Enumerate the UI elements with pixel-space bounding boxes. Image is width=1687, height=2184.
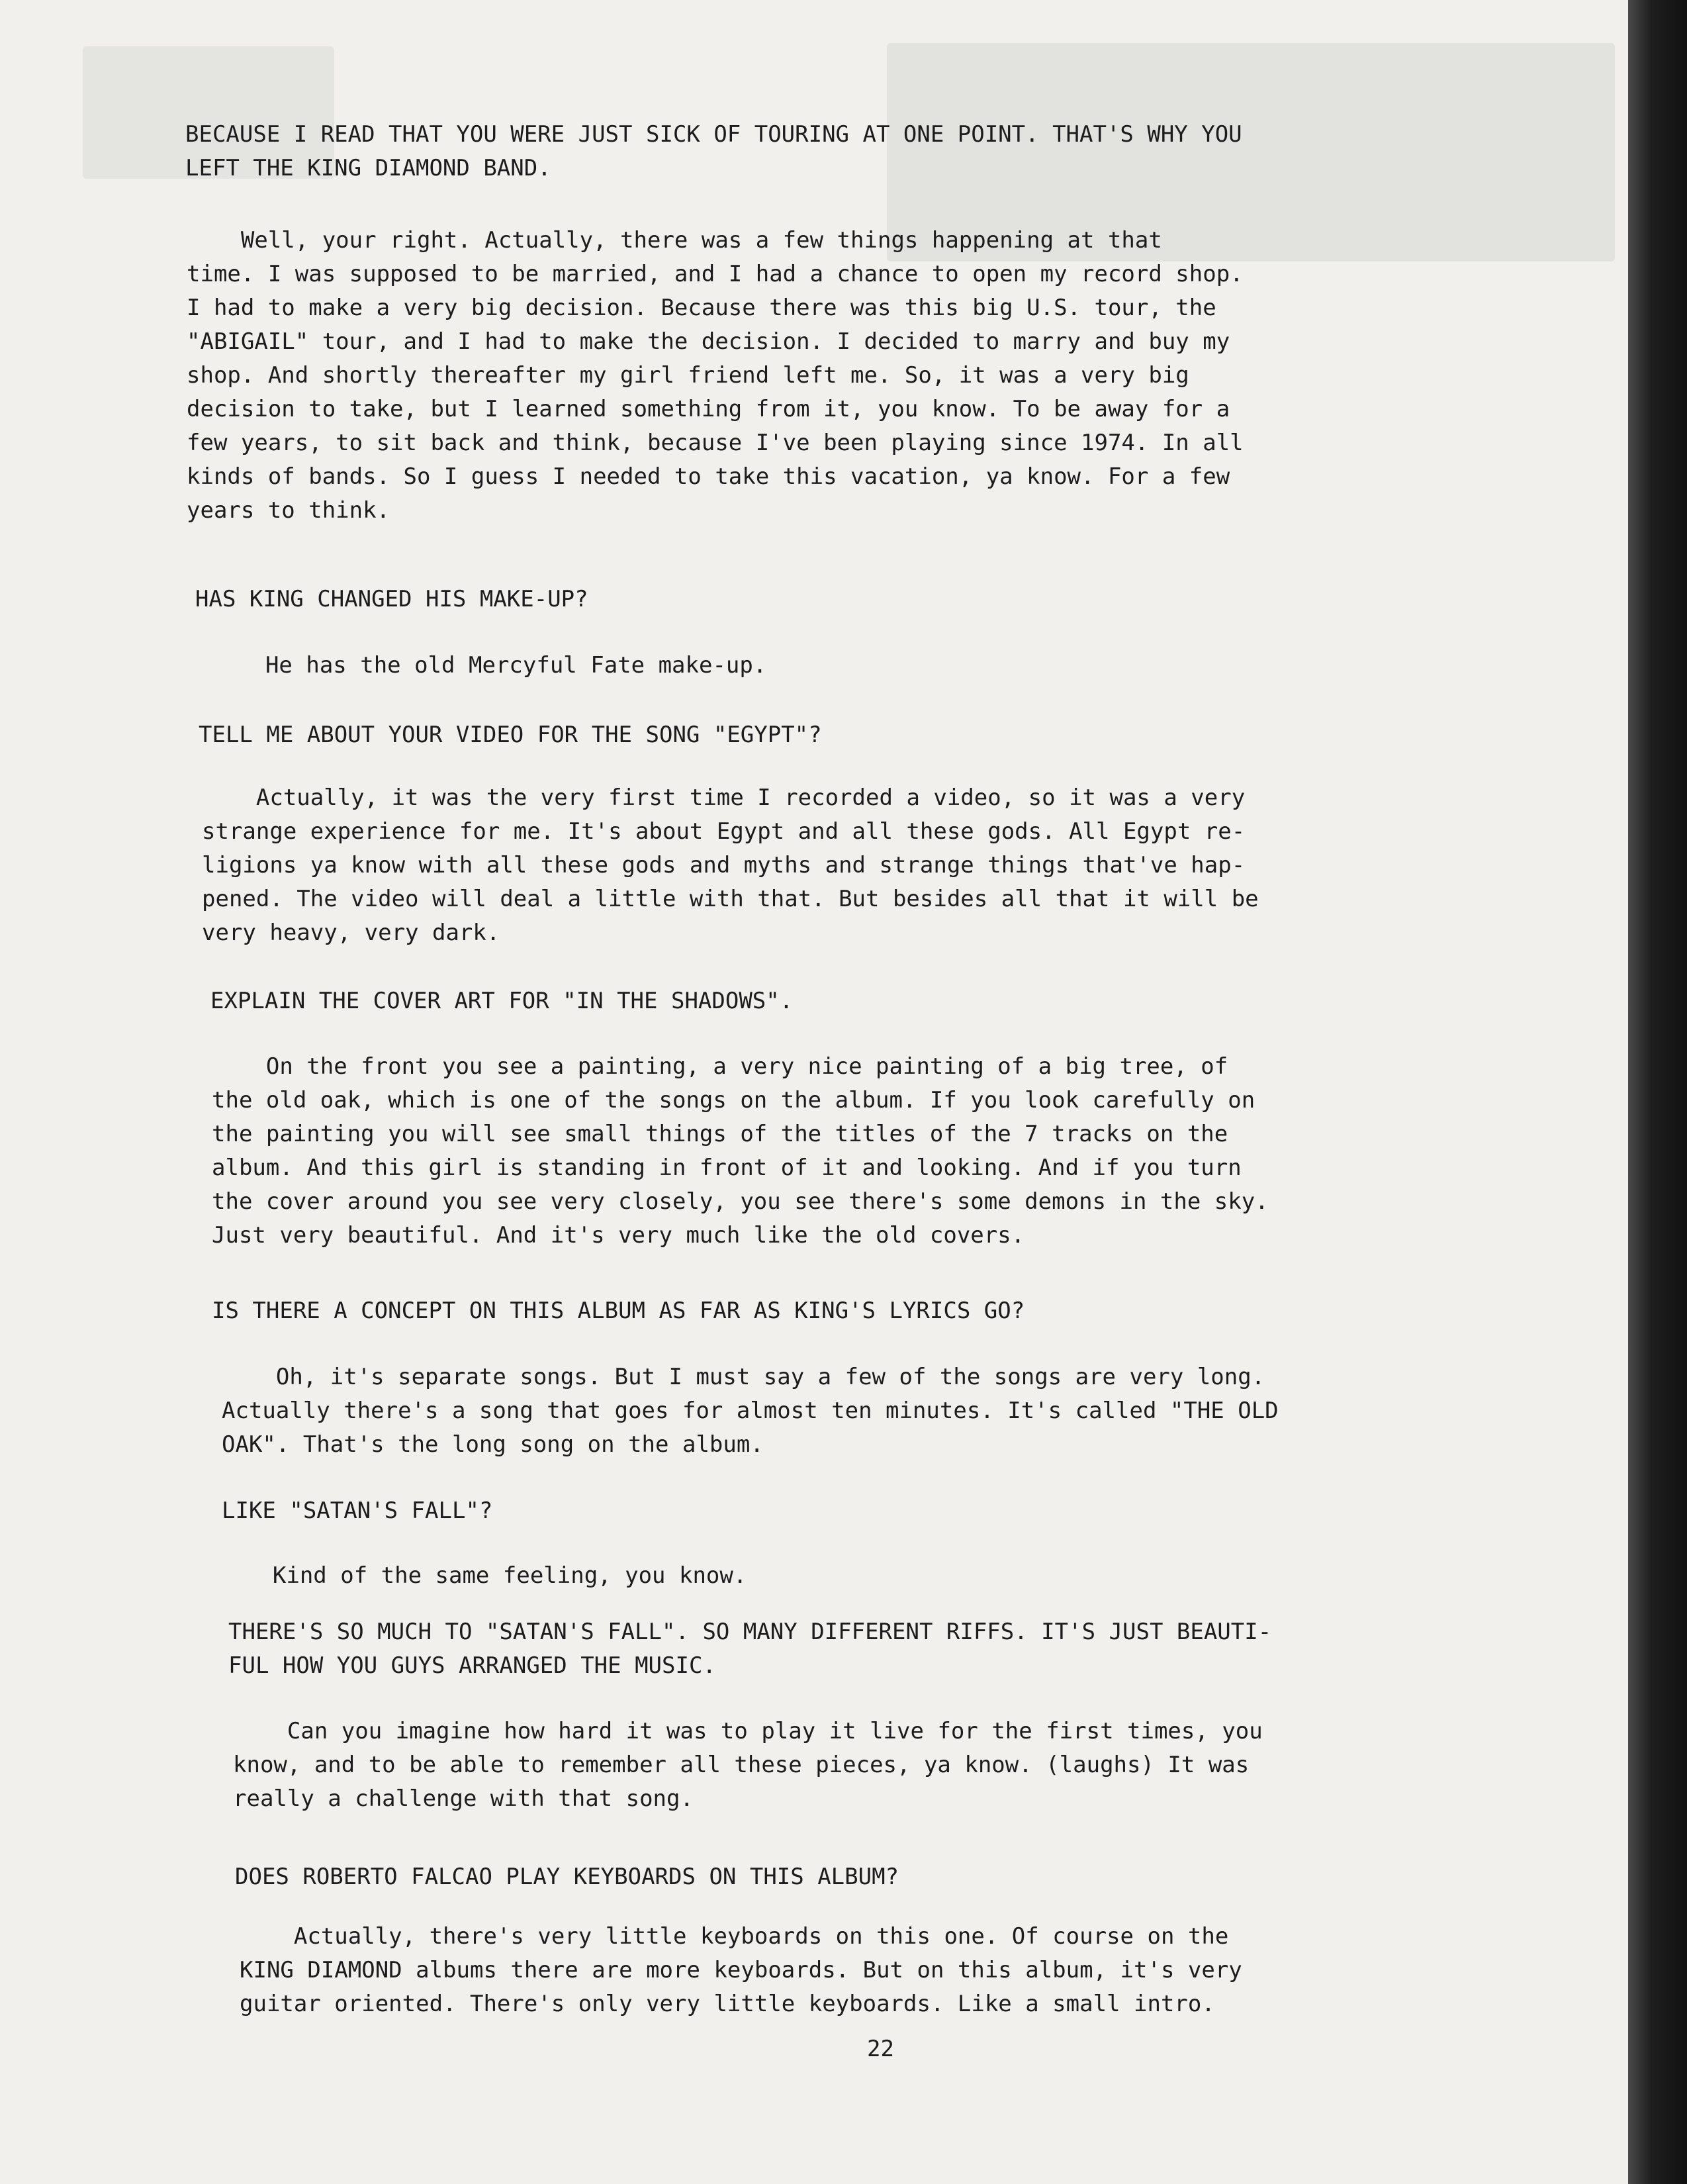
question-video: TELL ME ABOUT YOUR VIDEO FOR THE SONG "EGYPT"?: [199, 722, 822, 748]
answer-concept: Oh, it's separate songs. But I must say a few of the songs are very long. Actually there's a song that goes for almost ten minutes. It's called "THE OLD OAK". That's the long song on the album.: [222, 1364, 1279, 1458]
question-touring: BECAUSE I READ THAT YOU WERE JUST SICK OF TOURING AT ONE POINT. THAT'S WHY YOU LEFT THE KING DIAMOND BAND.: [185, 121, 1242, 181]
answer-touring: Well, your right. Actually, there was a few things happening at that time. I was supposed to be married, and I had a chance to open my record shop. I had to make a very big decision. Because there was this big U.S. tour, the "ABIGAIL" tour, and I had to make the decision. I decided to marry and buy my shop. And shortly thereafter my girl friend left me. So, it was a very big decision to take, but I learned something from it, you know. To be away for a few years, to sit back and think, because I've been playing since 1974. In all kinds of bands. So I guess I needed to take this vacation, ya know. For a few years to think.: [187, 227, 1244, 524]
question-cover-art: EXPLAIN THE COVER ART FOR "IN THE SHADOWS".: [210, 988, 794, 1014]
question-satans-fall: LIKE "SATAN'S FALL"?: [222, 1497, 493, 1524]
answer-arrangement: Can you imagine how hard it was to play it live for the first times, you know, and to be able to remember all these pieces, ya know. (laughs) It was really a challenge with that song.: [233, 1718, 1263, 1812]
answer-makeup: He has the old Mercyful Fate make-up.: [238, 652, 767, 679]
question-makeup: HAS KING CHANGED HIS MAKE-UP?: [195, 586, 588, 612]
question-arrangement: THERE'S SO MUCH TO "SATAN'S FALL". SO MANY DIFFERENT RIFFS. IT'S JUST BEAUTI- FUL HOW YOU GUYS ARRANGED THE MUSIC.: [228, 1619, 1272, 1679]
page-number: 22: [867, 2036, 894, 2062]
answer-video: Actually, it was the very first time I recorded a video, so it was a very strange experience for me. It's about Egypt and all these gods. All Egypt re- ligions ya know with all these gods and myths and strange things that've hap- pened. The video will deal a little with that. But besides all that it will be very heavy, very dark.: [202, 784, 1259, 946]
question-concept: IS THERE A CONCEPT ON THIS ALBUM AS FAR AS KING'S LYRICS GO?: [212, 1298, 1025, 1324]
question-keyboards: DOES ROBERTO FALCAO PLAY KEYBOARDS ON THIS ALBUM?: [235, 1864, 899, 1890]
binding-edge: [1628, 0, 1687, 2184]
answer-satans-fall: Kind of the same feeling, you know.: [218, 1562, 747, 1589]
answer-keyboards: Actually, there's very little keyboards on this one. Of course on the KING DIAMOND albums there are more keyboards. But on this album, it's very guitar oriented. There's only very little keyboards. Like a small intro.: [240, 1923, 1242, 2017]
answer-cover-art: On the front you see a painting, a very nice painting of a big tree, of the old oak, which is one of the songs on the album. If you look carefully on the painting you will see small things of the titles of the 7 tracks on the album. And this girl is standing in front of it and looking. And if you turn the cover around you see very closely, you see there's some demons in the sky. Just very beautiful. And it's very much like the old covers.: [212, 1053, 1269, 1249]
